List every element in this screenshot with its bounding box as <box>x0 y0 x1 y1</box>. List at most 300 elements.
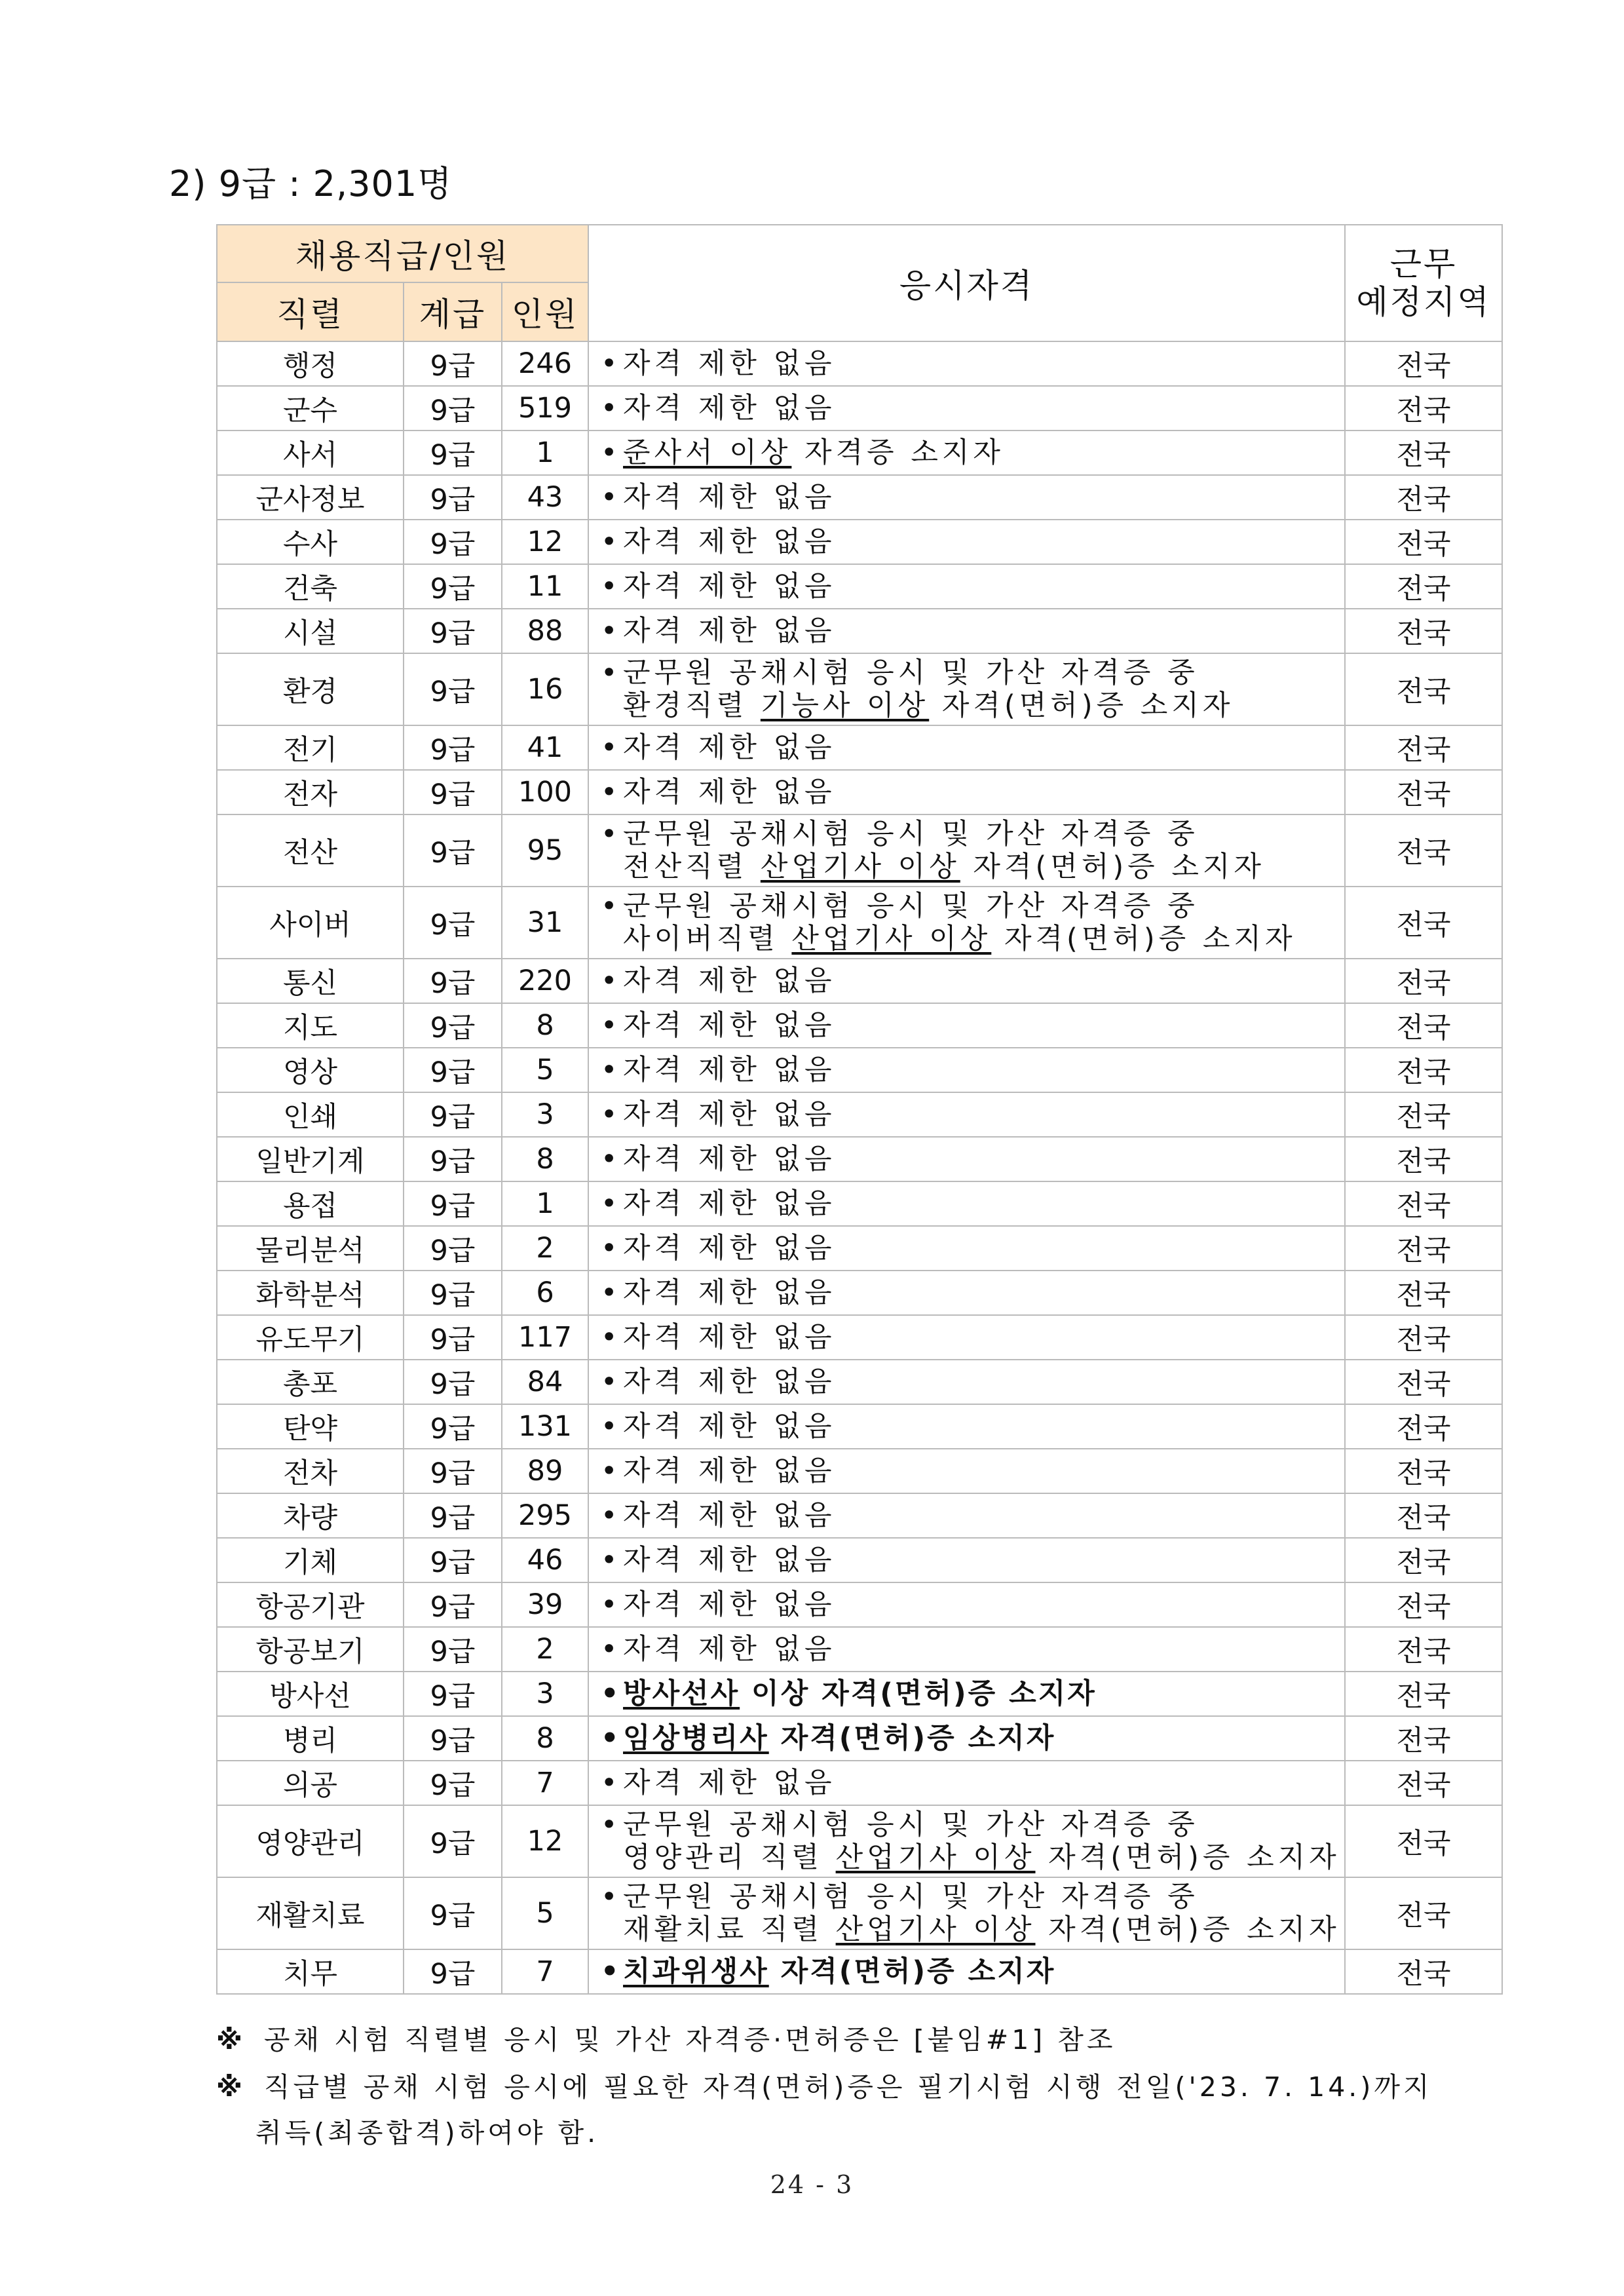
cell-job: 지도 <box>217 1003 404 1048</box>
qualification-text: 자격 제한 없음 <box>623 481 836 514</box>
table-row <box>217 887 1502 959</box>
section-heading: 2) 9급 : 2,301명 <box>169 163 453 204</box>
reference-mark: ※ <box>216 2024 246 2056</box>
cell-count: 12 <box>502 520 588 564</box>
qualification-line <box>601 1881 1344 1913</box>
cell-grade: 9급 <box>404 341 502 386</box>
cell-qualification <box>588 1949 1345 1994</box>
cell-qualification <box>588 1181 1345 1226</box>
qualification-text: 자격 제한 없음 <box>623 615 836 647</box>
table-row <box>217 653 1502 725</box>
cell-job: 통신 <box>217 959 404 1003</box>
cell-qualification <box>588 1092 1345 1137</box>
bullet-icon: • <box>601 818 618 851</box>
qualification-text: 자격(면허)증 소지자 <box>768 1955 1056 1988</box>
cell-qualification <box>588 814 1345 887</box>
cell-count: 8 <box>502 1137 588 1181</box>
qualification-text: 자격 제한 없음 <box>623 1054 836 1086</box>
cell-job: 일반기계 <box>217 1137 404 1181</box>
cell-job: 항공기관 <box>217 1582 404 1627</box>
header-grade: 계급 <box>404 282 502 341</box>
cell-region: 전국 <box>1345 1003 1502 1048</box>
qualification-text: 자격(면허)증 소지자 <box>1035 1913 1340 1946</box>
cell-region: 전국 <box>1345 386 1502 430</box>
cell-job: 행정 <box>217 341 404 386</box>
cell-job: 사이버 <box>217 887 404 959</box>
cell-qualification <box>588 1805 1345 1877</box>
cell-qualification <box>588 1315 1345 1360</box>
qualification-text: 자격 제한 없음 <box>623 392 836 425</box>
qualification-text: 자격 제한 없음 <box>623 731 836 764</box>
bullet-icon: • <box>601 965 618 997</box>
qualification-text: 자격 제한 없음 <box>623 347 836 380</box>
table-row <box>217 1716 1502 1761</box>
table-row <box>217 1672 1502 1716</box>
qualification-text: 자격 제한 없음 <box>623 1767 836 1799</box>
qualification-text: 자격 제한 없음 <box>623 1098 836 1131</box>
qualification-text: 자격 제한 없음 <box>623 1410 836 1443</box>
cell-job: 사서 <box>217 430 404 475</box>
qualification-line <box>601 1955 1344 1988</box>
header-region-line2: 예정지역 <box>1356 283 1491 321</box>
header-job: 직렬 <box>217 282 404 341</box>
underlined-requirement: 준사서 이상 <box>623 436 792 469</box>
header-qualification: 응시자격 <box>588 225 1345 341</box>
table-row <box>217 1092 1502 1137</box>
bullet-icon: • <box>601 1098 618 1131</box>
cell-job: 영상 <box>217 1048 404 1092</box>
cell-grade: 9급 <box>404 814 502 887</box>
cell-job: 재활치료 <box>217 1877 404 1949</box>
cell-count: 8 <box>502 1003 588 1048</box>
bullet-icon: • <box>601 1410 618 1443</box>
bullet-icon: • <box>601 1276 618 1309</box>
qualification-line <box>601 1187 1344 1220</box>
qualification-text: 자격 제한 없음 <box>623 1143 836 1176</box>
cell-job: 군수 <box>217 386 404 430</box>
cell-job: 치무 <box>217 1949 404 1994</box>
cell-grade: 9급 <box>404 1048 502 1092</box>
cell-job: 전산 <box>217 814 404 887</box>
cell-job: 전차 <box>217 1449 404 1493</box>
table-row <box>217 1271 1502 1315</box>
qualification-text: 이상 자격(면허)증 소지자 <box>740 1677 1097 1710</box>
underlined-requirement: 산업기사 이상 <box>760 851 960 883</box>
qualification-text: 자격 제한 없음 <box>623 1366 836 1398</box>
cell-count: 12 <box>502 1805 588 1877</box>
qualification-line <box>601 1499 1344 1532</box>
cell-job: 병리 <box>217 1716 404 1761</box>
cell-grade: 9급 <box>404 1716 502 1761</box>
cell-region: 전국 <box>1345 1449 1502 1493</box>
cell-qualification <box>588 1048 1345 1092</box>
qualification-line <box>601 1722 1344 1755</box>
cell-count: 84 <box>502 1360 588 1404</box>
cell-grade: 9급 <box>404 1493 502 1538</box>
qualification-line <box>601 818 1344 851</box>
qualification-text: 자격(면허)증 소지자 <box>768 1722 1056 1755</box>
table-row <box>217 1181 1502 1226</box>
cell-qualification <box>588 1271 1345 1315</box>
bullet-icon: • <box>601 1881 618 1913</box>
cell-region: 전국 <box>1345 1181 1502 1226</box>
underlined-requirement: 임상병리사 <box>623 1722 769 1755</box>
cell-count: 220 <box>502 959 588 1003</box>
cell-job: 군사정보 <box>217 475 404 520</box>
bullet-icon: • <box>601 615 618 647</box>
qualification-text: 영양관리 직렬 <box>623 1841 836 1874</box>
cell-qualification <box>588 475 1345 520</box>
underlined-requirement: 방사선사 <box>623 1677 740 1710</box>
cell-count: 131 <box>502 1404 588 1449</box>
cell-qualification <box>588 1538 1345 1582</box>
cell-count: 11 <box>502 564 588 609</box>
cell-qualification <box>588 341 1345 386</box>
bullet-icon: • <box>601 392 618 425</box>
qualification-text: 자격 제한 없음 <box>623 1633 836 1666</box>
qualification-text: 자격 제한 없음 <box>623 1499 836 1532</box>
qualification-line <box>601 1767 1344 1799</box>
cell-count: 3 <box>502 1672 588 1716</box>
bullet-icon: • <box>601 890 618 923</box>
cell-region: 전국 <box>1345 475 1502 520</box>
cell-qualification <box>588 887 1345 959</box>
bullet-icon: • <box>601 1455 618 1487</box>
cell-job: 탄약 <box>217 1404 404 1449</box>
bullet-icon: • <box>601 776 618 809</box>
cell-qualification <box>588 1877 1345 1949</box>
cell-qualification <box>588 609 1345 653</box>
cell-qualification <box>588 1627 1345 1672</box>
table-row <box>217 1003 1502 1048</box>
cell-grade: 9급 <box>404 725 502 770</box>
cell-region: 전국 <box>1345 1627 1502 1672</box>
cell-grade: 9급 <box>404 1315 502 1360</box>
table-row <box>217 1360 1502 1404</box>
cell-region: 전국 <box>1345 1360 1502 1404</box>
cell-grade: 9급 <box>404 1271 502 1315</box>
cell-qualification <box>588 430 1345 475</box>
table-row <box>217 1315 1502 1360</box>
qualification-line <box>601 1143 1344 1176</box>
cell-count: 89 <box>502 1449 588 1493</box>
qualification-line <box>601 1913 1344 1946</box>
note-1-text: 공채 시험 직렬별 응시 및 가산 자격증·면허증은 [붙임#1] 참조 <box>263 2024 1116 2056</box>
note-2-text-line1: 직급별 공채 시험 응시에 필요한 자격(면허)증은 필기시험 시행 전일('23. 7. 14.)까지 <box>263 2071 1433 2103</box>
cell-job: 기체 <box>217 1538 404 1582</box>
qualification-line <box>601 1677 1344 1710</box>
cell-count: 117 <box>502 1315 588 1360</box>
qualification-text: 자격 제한 없음 <box>623 1321 836 1354</box>
qualification-line <box>601 689 1344 722</box>
cell-qualification <box>588 1404 1345 1449</box>
cell-region: 전국 <box>1345 1493 1502 1538</box>
cell-region: 전국 <box>1345 1805 1502 1877</box>
cell-grade: 9급 <box>404 1449 502 1493</box>
qualification-line <box>601 1588 1344 1621</box>
table-row <box>217 564 1502 609</box>
cell-job: 영양관리 <box>217 1805 404 1877</box>
qualification-line <box>601 1054 1344 1086</box>
cell-qualification <box>588 1137 1345 1181</box>
bullet-icon: • <box>601 347 618 380</box>
cell-grade: 9급 <box>404 520 502 564</box>
bullet-icon: • <box>601 1808 618 1841</box>
cell-count: 6 <box>502 1271 588 1315</box>
reference-mark: ※ <box>216 2071 246 2103</box>
cell-count: 3 <box>502 1092 588 1137</box>
bullet-icon: • <box>601 1187 618 1220</box>
cell-grade: 9급 <box>404 1360 502 1404</box>
qualification-line <box>601 392 1344 425</box>
cell-job: 화학분석 <box>217 1271 404 1315</box>
cell-count: 100 <box>502 770 588 814</box>
cell-region: 전국 <box>1345 564 1502 609</box>
qualification-line <box>601 436 1344 469</box>
bullet-icon: • <box>601 1054 618 1086</box>
qualification-line <box>601 965 1344 997</box>
cell-job: 환경 <box>217 653 404 725</box>
qualification-text: 자격 제한 없음 <box>623 1009 836 1042</box>
qualification-line <box>601 1232 1344 1265</box>
table-body <box>217 341 1502 1994</box>
cell-count: 5 <box>502 1048 588 1092</box>
cell-grade: 9급 <box>404 1181 502 1226</box>
cell-qualification <box>588 770 1345 814</box>
qualification-line <box>601 1455 1344 1487</box>
qualification-line <box>601 1544 1344 1577</box>
cell-qualification <box>588 959 1345 1003</box>
cell-region: 전국 <box>1345 1092 1502 1137</box>
cell-grade: 9급 <box>404 959 502 1003</box>
cell-region: 전국 <box>1345 1582 1502 1627</box>
cell-count: 16 <box>502 653 588 725</box>
cell-count: 519 <box>502 386 588 430</box>
cell-qualification <box>588 725 1345 770</box>
cell-job: 물리분석 <box>217 1226 404 1271</box>
cell-qualification <box>588 653 1345 725</box>
cell-grade: 9급 <box>404 1137 502 1181</box>
cell-grade: 9급 <box>404 1761 502 1805</box>
note-2-text-line2: 취득(최종합격)하여야 함. <box>255 2117 599 2149</box>
cell-grade: 9급 <box>404 430 502 475</box>
bullet-icon: • <box>601 1588 618 1621</box>
underlined-requirement: 산업기사 이상 <box>791 923 992 955</box>
cell-grade: 9급 <box>404 770 502 814</box>
qualification-line <box>601 1098 1344 1131</box>
cell-count: 295 <box>502 1493 588 1538</box>
qualification-text: 자격 제한 없음 <box>623 570 836 603</box>
qualification-line <box>601 1410 1344 1443</box>
qualification-text: 자격 제한 없음 <box>623 776 836 809</box>
qualification-text: 자격 제한 없음 <box>623 965 836 997</box>
cell-region: 전국 <box>1345 1226 1502 1271</box>
qualification-line <box>601 1808 1344 1841</box>
cell-qualification <box>588 1716 1345 1761</box>
table-row <box>217 1538 1502 1582</box>
cell-job: 의공 <box>217 1761 404 1805</box>
qualification-text: 자격 제한 없음 <box>623 1544 836 1577</box>
cell-job: 전자 <box>217 770 404 814</box>
cell-region: 전국 <box>1345 1761 1502 1805</box>
header-group: 채용직급/인원 <box>217 225 588 282</box>
underlined-requirement: 치과위생사 <box>623 1955 769 1988</box>
table-row <box>217 959 1502 1003</box>
bullet-icon: • <box>601 731 618 764</box>
cell-qualification <box>588 1003 1345 1048</box>
bullet-icon: • <box>601 1232 618 1265</box>
cell-grade: 9급 <box>404 1003 502 1048</box>
cell-region: 전국 <box>1345 887 1502 959</box>
cell-job: 전기 <box>217 725 404 770</box>
cell-region: 전국 <box>1345 1538 1502 1582</box>
qualification-line <box>601 615 1344 647</box>
cell-region: 전국 <box>1345 520 1502 564</box>
qualification-text: 군무원 공채시험 응시 및 가산 자격증 중 <box>623 1808 1199 1841</box>
qualification-line <box>601 570 1344 603</box>
note-2-continued <box>255 2111 599 2150</box>
qualification-line <box>601 1633 1344 1666</box>
cell-region: 전국 <box>1345 1315 1502 1360</box>
bullet-icon: • <box>601 1633 618 1666</box>
cell-job: 시설 <box>217 609 404 653</box>
qualification-line <box>601 1009 1344 1042</box>
table-row <box>217 475 1502 520</box>
qualification-line <box>601 731 1344 764</box>
table-row <box>217 430 1502 475</box>
cell-count: 1 <box>502 430 588 475</box>
table-row <box>217 1404 1502 1449</box>
cell-count: 246 <box>502 341 588 386</box>
table-row <box>217 386 1502 430</box>
cell-count: 2 <box>502 1627 588 1672</box>
cell-region: 전국 <box>1345 1716 1502 1761</box>
underlined-requirement: 기능사 이상 <box>760 689 930 722</box>
cell-region: 전국 <box>1345 1048 1502 1092</box>
cell-grade: 9급 <box>404 1582 502 1627</box>
table-row <box>217 1582 1502 1627</box>
cell-region: 전국 <box>1345 814 1502 887</box>
table-row <box>217 1761 1502 1805</box>
cell-qualification <box>588 1226 1345 1271</box>
cell-grade: 9급 <box>404 653 502 725</box>
cell-job: 용접 <box>217 1181 404 1226</box>
bullet-icon: • <box>601 1366 618 1398</box>
cell-region: 전국 <box>1345 1672 1502 1716</box>
cell-count: 8 <box>502 1716 588 1761</box>
header-region-line1: 근무 <box>1389 245 1458 283</box>
cell-region: 전국 <box>1345 1271 1502 1315</box>
table-row <box>217 1048 1502 1092</box>
cell-region: 전국 <box>1345 653 1502 725</box>
page-number: 24 - 3 <box>770 2170 854 2199</box>
table-row <box>217 1805 1502 1877</box>
table-row <box>217 725 1502 770</box>
cell-count: 7 <box>502 1949 588 1994</box>
bullet-icon: • <box>601 657 618 689</box>
cell-grade: 9급 <box>404 1627 502 1672</box>
recruitment-table <box>216 224 1503 1995</box>
qualification-line <box>601 1841 1344 1874</box>
qualification-line <box>601 1366 1344 1398</box>
qualification-line <box>601 657 1344 689</box>
cell-region: 전국 <box>1345 430 1502 475</box>
cell-grade: 9급 <box>404 1805 502 1877</box>
cell-count: 39 <box>502 1582 588 1627</box>
cell-region: 전국 <box>1345 1877 1502 1949</box>
cell-qualification <box>588 1493 1345 1538</box>
table-row <box>217 814 1502 887</box>
cell-grade: 9급 <box>404 386 502 430</box>
bullet-icon: • <box>601 1544 618 1577</box>
cell-qualification <box>588 520 1345 564</box>
note-1 <box>216 2018 1116 2057</box>
qualification-line <box>601 481 1344 514</box>
qualification-line <box>601 776 1344 809</box>
bullet-icon: • <box>601 481 618 514</box>
qualification-text: 자격 제한 없음 <box>623 1588 836 1621</box>
qualification-text: 환경직렬 <box>623 689 761 722</box>
table-row <box>217 1449 1502 1493</box>
cell-grade: 9급 <box>404 475 502 520</box>
cell-grade: 9급 <box>404 1092 502 1137</box>
header-region <box>1345 225 1502 341</box>
qualification-text: 자격증 소지자 <box>791 436 1004 469</box>
note-2 <box>216 2065 1433 2104</box>
cell-job: 방사선 <box>217 1672 404 1716</box>
cell-region: 전국 <box>1345 1949 1502 1994</box>
cell-grade: 9급 <box>404 1877 502 1949</box>
underlined-requirement: 산업기사 이상 <box>835 1841 1036 1874</box>
table-row <box>217 1137 1502 1181</box>
cell-qualification <box>588 564 1345 609</box>
cell-region: 전국 <box>1345 1137 1502 1181</box>
bullet-icon: • <box>601 526 618 558</box>
qualification-line <box>601 1276 1344 1309</box>
bullet-icon: • <box>601 1143 618 1176</box>
cell-grade: 9급 <box>404 1226 502 1271</box>
cell-grade: 9급 <box>404 1672 502 1716</box>
table-row <box>217 1627 1502 1672</box>
qualification-text: 자격(면허)증 소지자 <box>929 689 1234 722</box>
qualification-line <box>601 1321 1344 1354</box>
cell-job: 항공보기 <box>217 1627 404 1672</box>
qualification-text: 자격(면허)증 소지자 <box>1035 1841 1340 1874</box>
qualification-text: 자격 제한 없음 <box>623 526 836 558</box>
bullet-icon: • <box>601 436 618 469</box>
cell-region: 전국 <box>1345 1404 1502 1449</box>
cell-qualification <box>588 1672 1345 1716</box>
bullet-icon: • <box>601 1767 618 1799</box>
qualification-text: 사이버직렬 <box>623 923 792 955</box>
cell-grade: 9급 <box>404 1538 502 1582</box>
qualification-text: 자격(면허)증 소지자 <box>991 923 1296 955</box>
cell-grade: 9급 <box>404 609 502 653</box>
qualification-line <box>601 347 1344 380</box>
cell-region: 전국 <box>1345 959 1502 1003</box>
cell-qualification <box>588 1360 1345 1404</box>
table-row <box>217 609 1502 653</box>
cell-job: 수사 <box>217 520 404 564</box>
cell-region: 전국 <box>1345 609 1502 653</box>
qualification-line <box>601 923 1344 955</box>
cell-grade: 9급 <box>404 1404 502 1449</box>
underlined-requirement: 산업기사 이상 <box>835 1913 1036 1946</box>
qualification-text: 군무원 공채시험 응시 및 가산 자격증 중 <box>623 657 1199 689</box>
qualification-text: 군무원 공채시험 응시 및 가산 자격증 중 <box>623 818 1199 851</box>
cell-region: 전국 <box>1345 725 1502 770</box>
cell-job: 유도무기 <box>217 1315 404 1360</box>
